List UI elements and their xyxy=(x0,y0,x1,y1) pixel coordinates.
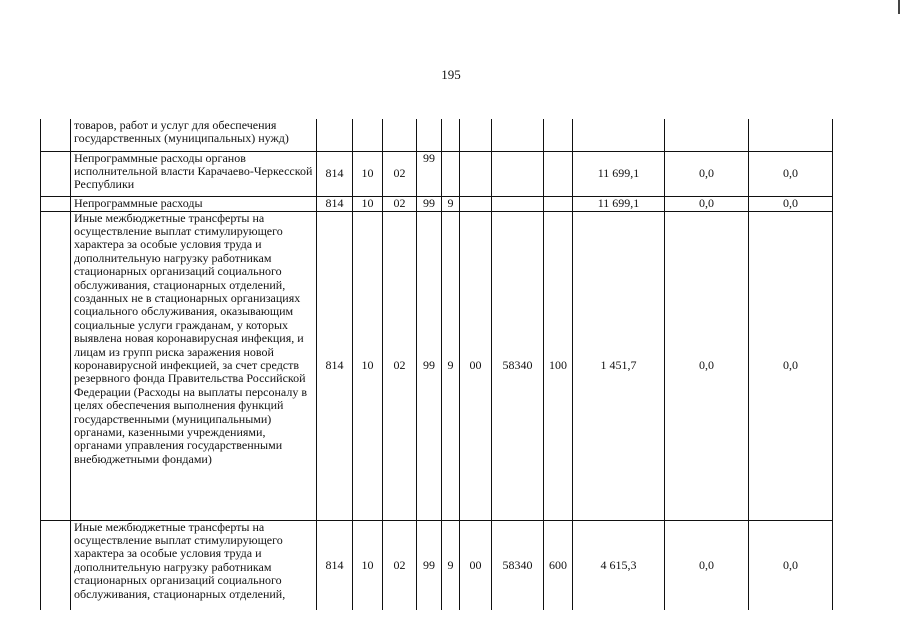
main-event-cell: 00 xyxy=(460,211,492,520)
expense-type-cell xyxy=(544,119,573,151)
description-cell: Непрограммные расходы xyxy=(71,196,317,211)
amount-year1-cell: 11 699,1 xyxy=(573,196,665,211)
amount-year3-cell: 0,0 xyxy=(749,196,833,211)
main-event-cell xyxy=(460,196,492,211)
gov-code-cell: 814 xyxy=(317,211,353,520)
amount-year2-cell: 0,0 xyxy=(665,151,749,196)
gov-code-cell: 814 xyxy=(317,196,353,211)
subprogram-cell xyxy=(442,119,460,151)
amount-year3-cell: 0,0 xyxy=(749,520,833,610)
amount-year1-cell: 4 615,3 xyxy=(573,520,665,610)
amount-year2-cell: 0,0 xyxy=(665,520,749,610)
section-cell: 10 xyxy=(353,520,383,610)
direction-cell xyxy=(492,196,544,211)
row-number-cell xyxy=(41,211,71,520)
program-cell: 99 xyxy=(417,196,442,211)
amount-year1-cell xyxy=(573,119,665,151)
section-cell xyxy=(353,119,383,151)
program-cell: 99 xyxy=(417,520,442,610)
amount-year1-cell: 11 699,1 xyxy=(573,151,665,196)
description-cell: Иные межбюджетные трансферты на осуществление выплат стимулирующего характера за особые условия труда и дополнительную нагрузку работникам стационарных организаций социального обслуживания, стационарных отделений, созданных не в стационарных организациях социального обслуживания, оказывающим социальные услуги гражданам, у которых выявлена новая коронавирусная инфекция, и лицам из групп риска заражения новой коронавирусной инфекцией, за счет средств резервного фонда Правительства Российской Федерации (Расходы на выплаты персоналу в целях обеспечения выполнения функций государственными (муниципальными) органами, казенными учреждениями, органами управления государственными внебюджетными фондами) xyxy=(71,211,317,520)
amount-year2-cell xyxy=(665,119,749,151)
expense-type-cell xyxy=(544,196,573,211)
expense-type-cell: 100 xyxy=(544,211,573,520)
subprogram-cell xyxy=(442,151,460,196)
amount-year3-cell: 0,0 xyxy=(749,211,833,520)
table-row xyxy=(41,119,833,151)
subsection-cell: 02 xyxy=(383,211,417,520)
subprogram-cell: 9 xyxy=(442,211,460,520)
program-cell: 99 xyxy=(417,211,442,520)
expense-type-cell xyxy=(544,151,573,196)
description-cell: Иные межбюджетные трансферты на осуществление выплат стимулирующего характера за особые условия труда и дополнительную нагрузку работникам стационарных организаций социального обслуживания, стационарных отделений, xyxy=(71,520,317,610)
gov-code-cell xyxy=(317,119,353,151)
table-row xyxy=(41,151,833,196)
section-cell: 10 xyxy=(353,151,383,196)
budget-table xyxy=(40,119,833,610)
direction-cell: 58340 xyxy=(492,520,544,610)
page-number: 195 xyxy=(441,67,461,82)
amount-year3-cell: 0,0 xyxy=(749,151,833,196)
program-cell xyxy=(417,119,442,151)
row-number-cell xyxy=(41,119,71,151)
row-number-cell xyxy=(41,196,71,211)
section-cell: 10 xyxy=(353,196,383,211)
scan-edge-mark xyxy=(898,0,900,14)
row-number-cell xyxy=(41,151,71,196)
subsection-cell: 02 xyxy=(383,196,417,211)
expense-type-cell: 600 xyxy=(544,520,573,610)
table-row xyxy=(41,196,833,211)
amount-year2-cell: 0,0 xyxy=(665,196,749,211)
main-event-cell xyxy=(460,151,492,196)
amount-year3-cell xyxy=(749,119,833,151)
table-row xyxy=(41,520,833,610)
amount-year1-cell: 1 451,7 xyxy=(573,211,665,520)
gov-code-cell: 814 xyxy=(317,151,353,196)
amount-year2-cell: 0,0 xyxy=(665,211,749,520)
budget-table-body xyxy=(41,119,833,610)
direction-cell xyxy=(492,151,544,196)
subsection-cell: 02 xyxy=(383,520,417,610)
subprogram-cell: 9 xyxy=(442,520,460,610)
main-event-cell xyxy=(460,119,492,151)
row-number-cell xyxy=(41,520,71,610)
description-cell: товаров, работ и услуг для обеспечения государственных (муниципальных) нужд) xyxy=(71,119,317,151)
main-event-cell: 00 xyxy=(460,520,492,610)
subprogram-cell: 9 xyxy=(442,196,460,211)
table-row xyxy=(41,211,833,520)
direction-cell: 58340 xyxy=(492,211,544,520)
gov-code-cell: 814 xyxy=(317,520,353,610)
subsection-cell: 02 xyxy=(383,151,417,196)
description-cell: Непрограммные расходы органов исполнительной власти Карачаево-Черкесской Республики xyxy=(71,151,317,196)
direction-cell xyxy=(492,119,544,151)
program-cell: 99 xyxy=(417,151,442,196)
section-cell: 10 xyxy=(353,211,383,520)
subsection-cell xyxy=(383,119,417,151)
